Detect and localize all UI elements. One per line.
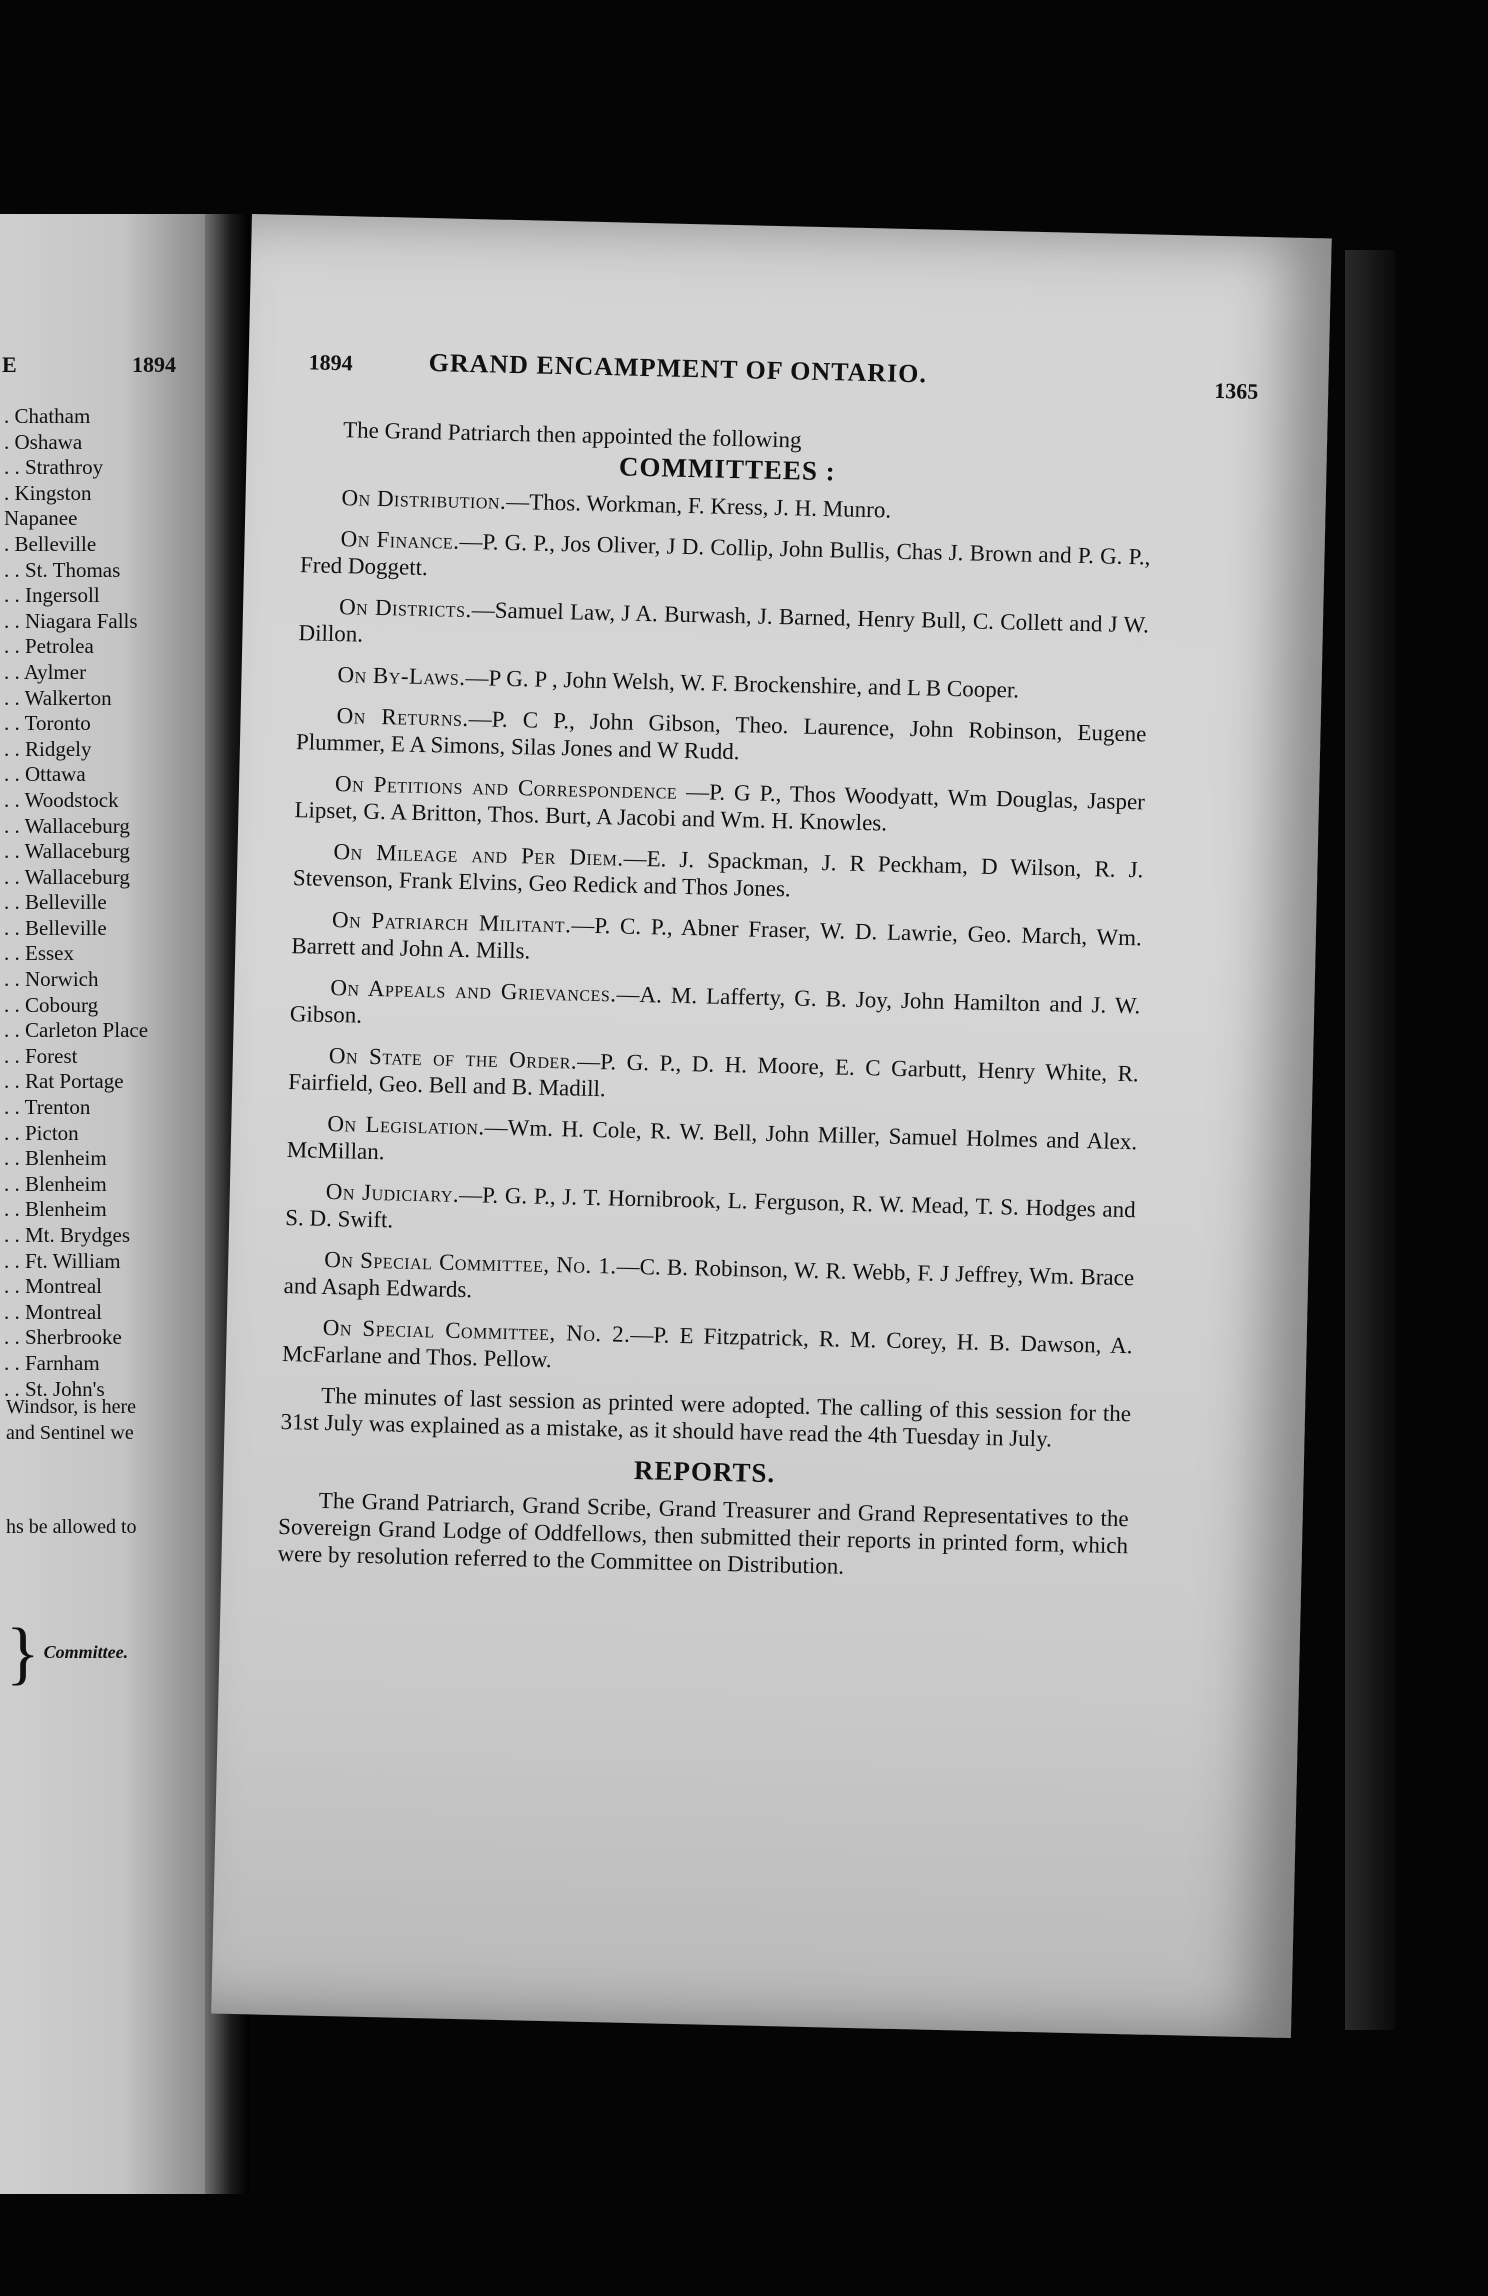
left-page-place-item: . . Niagara Falls bbox=[4, 608, 138, 633]
committee-entry bbox=[291, 905, 1142, 978]
left-page-place-item: . . Montreal bbox=[4, 1299, 102, 1324]
minutes-paragraph: The minutes of last session as printed were adopted. The calling of this session for the 31st July was explained as a mistake, as it should have read the 4th Tuesday in July. bbox=[280, 1382, 1132, 1452]
committee-entry bbox=[286, 1109, 1137, 1182]
committee-name: On Petitions and Correspondence bbox=[334, 771, 678, 804]
committee-name: On Special Committee, No. 2. bbox=[322, 1314, 631, 1347]
left-page-place-item: . . Walkerton bbox=[4, 685, 112, 710]
committee-name: On Mileage and Per Diem. bbox=[333, 839, 624, 871]
committee-name: On Patriarch Militant. bbox=[331, 907, 572, 938]
committees-heading: COMMITTEES : bbox=[618, 451, 837, 487]
left-page-place-item: . . Trenton bbox=[4, 1095, 91, 1120]
left-page-place-item: . . Essex bbox=[4, 941, 74, 966]
committee-label: Committee. bbox=[43, 1642, 129, 1663]
left-page-place-item: . . Picton bbox=[4, 1120, 79, 1145]
left-page-place-item: . . Belleville bbox=[4, 915, 107, 940]
reports-heading: REPORTS. bbox=[633, 1454, 776, 1489]
committee-entry bbox=[301, 483, 1151, 529]
committee-entry bbox=[293, 837, 1144, 910]
committee-name: On Returns. bbox=[336, 703, 469, 732]
committee-name: On Special Committee, No. 1. bbox=[324, 1246, 617, 1279]
left-page-place-list bbox=[4, 404, 148, 1402]
left-page-place-item: . . Carleton Place bbox=[4, 1018, 149, 1043]
left-page-place-item: Napanee bbox=[4, 506, 78, 531]
committee-members: —Thos. Workman, F. Kress, J. H. Munro. bbox=[505, 488, 892, 523]
committee-members: —A. M. Lafferty, G. B. Joy, John Hamilton and J. W. Gibson. bbox=[289, 981, 1141, 1028]
committee-name: On Judiciary. bbox=[325, 1178, 460, 1207]
committee-name: On State of the Order. bbox=[328, 1042, 578, 1074]
left-page-place-item: . . Blenheim bbox=[4, 1197, 107, 1222]
left-page-place-item: . . Belleville bbox=[4, 890, 107, 915]
left-page-place-item: . . Wallaceburg bbox=[4, 864, 130, 889]
left-facing-page bbox=[0, 214, 205, 2194]
committee-entry bbox=[290, 973, 1141, 1046]
left-page-place-item: . . Ridgely bbox=[4, 736, 92, 761]
left-page-place-item: . Oshawa bbox=[4, 429, 83, 454]
left-page-note-line: and Sentinel we bbox=[6, 1422, 134, 1444]
committee-members: —E. J. Spackman, J. R Peckham, D Wilson, R. J. Stevenson, Frank Elvins, Geo Redick and Thos Jones. bbox=[292, 845, 1144, 902]
left-page-place-item: . . Farnham bbox=[4, 1350, 100, 1375]
left-page-place-item: . . Forest bbox=[4, 1043, 78, 1068]
committee-members: —P. C. P., Abner Fraser, W. D. Lawrie, Geo. March, Wm. Barrett and John A. Mills. bbox=[291, 912, 1143, 964]
left-page-place-item: . . Cobourg bbox=[4, 992, 99, 1017]
left-page-place-item: . . Strathroy bbox=[4, 455, 104, 480]
left-page-header-letter: E bbox=[2, 352, 17, 377]
left-page-place-item: . . Blenheim bbox=[4, 1171, 107, 1196]
left-page-place-item: . . Wallaceburg bbox=[4, 813, 130, 838]
left-page-place-item: . . Mt. Brydges bbox=[4, 1223, 130, 1247]
committee-members: —Samuel Law, J A. Burwash, J. Barned, Henry Bull, C. Collett and J W. Dillon. bbox=[298, 597, 1150, 647]
left-page-committee-brace bbox=[6, 1614, 128, 1694]
left-page-note-line: hs be allowed to bbox=[6, 1516, 137, 1538]
left-page-place-item: . . Toronto bbox=[4, 711, 91, 736]
page-body bbox=[277, 415, 1153, 1600]
left-page-place-item: . Kingston bbox=[4, 480, 92, 505]
left-page-place-item: . . Ottawa bbox=[4, 762, 86, 787]
committee-members: —P G. P , John Welsh, W. F. Brockenshire, and L B Cooper. bbox=[465, 664, 1020, 703]
left-page-place-item: . Chatham bbox=[4, 404, 91, 428]
left-page-place-item: . . Ft. William bbox=[4, 1248, 121, 1273]
header-title: GRAND ENCAMPMENT OF ONTARIO. bbox=[428, 348, 928, 389]
committee-members: —P. G. P., D. H. Moore, E. C Garbutt, Henry White, R. Fairfield, Geo. Bell and B. Madill. bbox=[288, 1048, 1139, 1102]
left-page-place-item: . . Aylmer bbox=[4, 659, 87, 684]
committee-name: On Finance. bbox=[340, 526, 460, 554]
committee-name: On Appeals and Grievances. bbox=[330, 974, 617, 1007]
committee-name: On Districts. bbox=[338, 594, 473, 623]
main-page bbox=[211, 214, 1332, 2038]
left-page-place-item: . . St. John's bbox=[4, 1376, 105, 1401]
committee-members: —Wm. H. Cole, R. W. Bell, John Miller, Samuel Holmes and Alex. McMillan. bbox=[286, 1114, 1138, 1165]
reports-paragraph: The Grand Patriarch, Grand Scribe, Grand Treasurer and Grand Representatives to the Sovereign Grand Lodge of Oddfellows, then submitted their reports in printed form, which were by resolution referred to the Committee on Distribution. bbox=[277, 1487, 1129, 1579]
intro-line: The Grand Patriarch then appointed the following bbox=[342, 417, 802, 453]
left-page-place-item: . . Wallaceburg bbox=[4, 839, 130, 864]
committee-list bbox=[282, 483, 1152, 1386]
left-page-header-year: 1894 bbox=[132, 352, 176, 377]
committee-name: On Legislation. bbox=[327, 1110, 485, 1140]
page-number: 1365 bbox=[1213, 377, 1259, 404]
committee-members: —P. G. P., J. T. Hornibrook, L. Ferguson, R. W. Mead, T. S. Hodges and S. D. Swift. bbox=[284, 1181, 1136, 1233]
left-page-note-line: Windsor, is here bbox=[6, 1396, 137, 1418]
committee-members: —P. G P., Thos Woodyatt, Wm Douglas, Jasper Lipset, G. A Britton, Thos. Burt, A Jacobi and Wm. H. Knowles. bbox=[294, 778, 1146, 836]
brace-glyph: } bbox=[6, 1615, 40, 1692]
left-page-place-item: . . Rat Portage bbox=[4, 1069, 124, 1094]
committee-entry bbox=[288, 1041, 1139, 1114]
committee-entry bbox=[298, 592, 1149, 665]
committee-members: —P. C P., John Gibson, Theo. Laurence, John Robinson, Eugene Plummer, E A Simons, Silas Jones and W Rudd. bbox=[295, 706, 1147, 765]
committee-members: —P. G. P., Jos Oliver, J D. Collip, John Bullis, Chas J. Brown and P. G. P., Fred Doggett. bbox=[299, 528, 1151, 581]
committee-entry bbox=[283, 1245, 1134, 1318]
left-page-place-item: . . Woodstock bbox=[4, 787, 119, 812]
left-page-place-item: . . Montreal bbox=[4, 1274, 102, 1299]
left-page-place-item: . . Ingersoll bbox=[4, 583, 100, 608]
committee-entry bbox=[285, 1177, 1136, 1250]
header-year: 1894 bbox=[308, 349, 353, 376]
committee-name: On Distribution. bbox=[341, 485, 507, 514]
left-page-place-item: . . Norwich bbox=[4, 967, 99, 992]
running-header bbox=[308, 345, 1259, 405]
committee-members: —P. E Fitzpatrick, R. M. Corey, H. B. Dawson, A. McFarlane and Thos. Pellow. bbox=[281, 1321, 1133, 1373]
committee-members: —C. B. Robinson, W. R. Webb, F. J Jeffrey, Wm. Brace and Asaph Edwards. bbox=[283, 1253, 1135, 1303]
committee-entry bbox=[300, 524, 1151, 597]
left-page-place-item: . . Sherbrooke bbox=[4, 1325, 122, 1350]
left-page-place-item: . . Blenheim bbox=[4, 1146, 107, 1171]
committee-name: On By-Laws. bbox=[337, 662, 466, 690]
left-page-place-item: . . St. Thomas bbox=[4, 557, 121, 582]
committee-entry bbox=[296, 701, 1147, 774]
page-edge-shadow bbox=[1345, 250, 1395, 2030]
committee-entry bbox=[282, 1313, 1133, 1386]
left-page-place-item: . . Petrolea bbox=[4, 634, 94, 659]
committee-entry bbox=[294, 769, 1145, 842]
left-page-place-item: . Belleville bbox=[4, 531, 97, 556]
committee-entry bbox=[297, 660, 1147, 706]
